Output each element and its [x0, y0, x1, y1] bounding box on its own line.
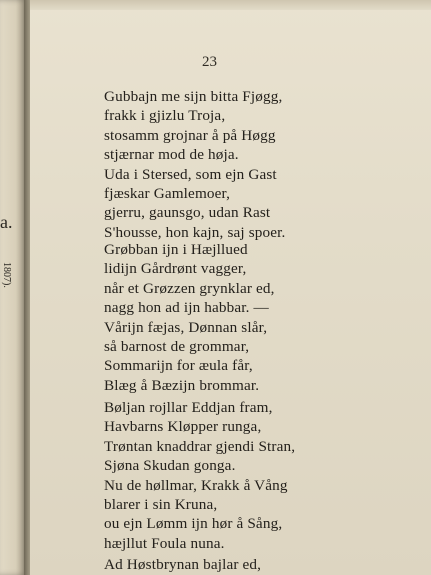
- verse-line: Blæg å Bæzijn brommar.: [104, 376, 260, 394]
- verse-line: når et Grøzzen grynklar ed,: [104, 279, 275, 297]
- left-page-fragment-letter: a.: [0, 212, 13, 232]
- verse-line: nagg hon ad ijn habbar. —: [104, 299, 269, 317]
- verse-line: blarer i sin Kruna,: [104, 496, 218, 514]
- verse-line: Bøljan rojllar Eddjan fram,: [104, 399, 273, 416]
- verse-line: hæjllut Foula nuna.: [104, 534, 225, 552]
- stanza-2: [104, 240, 275, 395]
- stanza-3: [104, 398, 295, 553]
- left-page: [0, 0, 26, 575]
- verse-line: stosamm grojnar å på Høgg: [104, 126, 276, 144]
- verse-line: Trøntan knaddrar gjendi Stran,: [104, 437, 296, 455]
- verse-line: Gubbajn me sijn bitta Fjøgg,: [104, 88, 283, 105]
- verse-line: Nu de høllmar, Krakk å Vång: [104, 476, 288, 494]
- stanza-4: [104, 555, 261, 574]
- verse-line: lidijn Gårdrønt vagger,: [104, 260, 247, 278]
- verse-line: Uda i Stersed, som ejn Gast: [104, 165, 277, 183]
- verse-line: fjæskar Gamlemoer,: [104, 185, 231, 203]
- page-number: 23: [202, 54, 217, 70]
- verse-line: frakk i gjizlu Troja,: [104, 107, 226, 125]
- verse-line: Sommarijn for æula får,: [104, 357, 253, 375]
- verse-line: ou ejn Lømm ijn hør å Sång,: [104, 515, 283, 533]
- page-top-edge: [30, 0, 431, 10]
- verse-line: S'housse, hon kajn, saj spoer.: [104, 223, 286, 241]
- verse-line: stjærnar mod de høja.: [104, 146, 239, 164]
- left-page-fragment-year: 1807).: [1, 262, 12, 288]
- verse-line: gjerru, gaunsgo, udan Rast: [104, 204, 271, 222]
- verse-line: Vårijn fæjas, Dønnan slår,: [104, 318, 268, 336]
- stanza-1: [104, 87, 285, 242]
- verse-line: så barnost de grommar,: [104, 338, 250, 356]
- verse-line: Havbarns Kløpper runga,: [104, 418, 262, 436]
- verse-line: Grøbban ijn i Hæjllued: [104, 241, 248, 258]
- verse-line: Sjøna Skudan gonga.: [104, 457, 236, 475]
- verse-line: Ad Høstbrynan bajlar ed,: [104, 556, 262, 573]
